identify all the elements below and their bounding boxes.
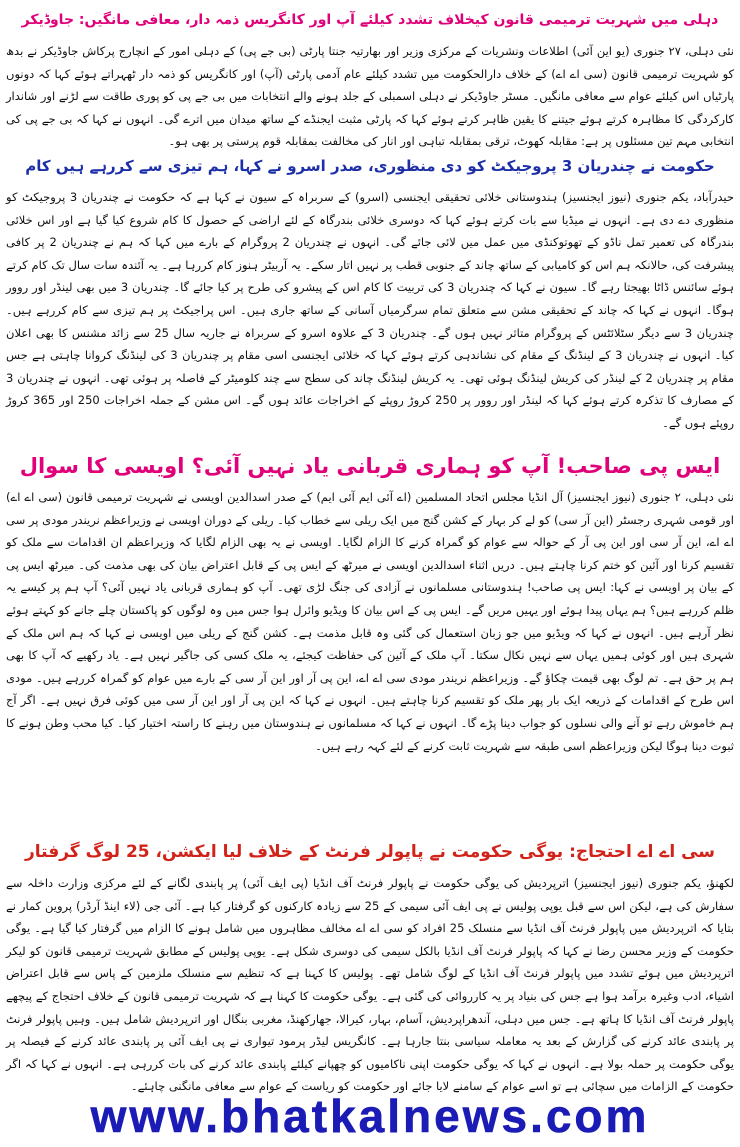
article-body-owaisi-question: نئی دہلی، ۲ جنوری (نیوز ایجنسیز) آل انڈیا مجلس اتحاد المسلمین (اے آئی ایم آئی ایم) کے صدر اسدالدین اویسی نے شہریت ترمیمی قانون (سی اے اے) اور قومی شہری رجسٹر (این آر سی) کو لے کر بہار کے کشن گنج میں ایک ریلی سے خطاب کیا۔ ریلی کے دوران اویسی نے وزیراعظم نریندر مودی پر سی اے اے، این آر سی اور این پی آر کے حوالہ سے عوام کو گمراہ کرنے کا الزام لگایا۔ اویسی نے یہ بھی الزام لگایا کہ وزیراعظم ان اقدامات سے ملک کو تقسیم کرنا اور آئین کو ختم کرنا چاہتے ہیں۔ دریں اثناء اسدالدین اویسی نے میرٹھ کے ایس پی کے قابل اعتراض بیان کی بھی مذمت کی۔ میرٹھ ایس پی کے بیان پر اویسی نے کہا: ایس پی صاحب! ہندوستانی مسلمانوں نے آزادی کی جنگ لڑی تھی۔ آپ کو ہماری قربانی یاد نہیں آئی؟ آپ ہم پر کیسے یہ ظلم کررہے ہیں؟ ہم یہاں پیدا ہوئے اور یہیں مریں گے۔ ایس پی کے اس بیان کا ویڈیو وائرل ہوا جس میں وہ لوگوں کو پاکستان چلے جانے کو کہتے ہوئے نظر آرہے ہیں۔ انہوں نے کہا کہ ویڈیو میں جو زبان استعمال کی گئی وہ قابل مذمت ہے۔ کشن گنج کے ریلی میں اویسی نے کہا کہ ہم اس ملک کے شہری ہیں اور کوئی ہمیں یہاں سے نہیں نکال سکتا۔ آپ ملک کے آئین کی حفاظت کیجئے، یہ ملک کسی کی جاگیر نہیں ہے۔ یاد رکھیے کہ آپ کا بھی ہم پر حق ہے۔ تم لوگ بھی قیمت چکاؤ گے۔ وزیراعظم نریندر مودی سی اے اے، این پی آر اور این آر سی کے بارے میں عوام کو گمراہ کررہے ہیں۔ مودی اس طرح کے اقدامات کے ذریعہ ایک بار پھر ملک کو تقسیم کرنا چاہتے ہیں۔ انہوں نے کہا کہ این پی آر اور این آر سی میں کوئی فرق نہیں ہے۔ اگر آج ہم خاموش رہے تو آنے والی نسلوں کو جواب دینا پڑے گا۔ انہوں نے کہا کہ مسلمانوں نے ہندوستان میں رہنے کا راستہ اختیار کیا۔ کیا محب وطن ہونے کا ثبوت دینا ہوگا لیکن وزیراعظم اسی طبقہ سے شہریت ثابت کرنے کے لئے کہہ رہے ہیں۔ — [6, 490, 735, 753]
bhatkalnews-watermark-logo — [30, 1089, 710, 1144]
article-body-chandrayaan-3: حیدرآباد، یکم جنوری (نیوز ایجنسیز) ہندوستانی خلائی تحقیقی ایجنسی (اسرو) کے سربراہ کے سیون نے کہا ہے کہ حکومت نے چندریان 3 پروجیکٹ کو منظوری دے دی ہے۔ انہوں نے میڈیا سے بات کرتے ہوئے کہا کہ دوسری خلائی بندرگاہ کے لئے اراضی کے حصول کا کام شروع کیا گیا ہے اور اس خلائی بندرگاہ کی تعمیر تمل ناڈو کے تھوتوکنڈی میں عمل میں لائی جائے گی۔ انہوں نے چندریان 2 پروگرام کے بارے میں کہا کہ ہم نے چندریان 2 پر کافی پیشرفت کی، حالانکہ ہم اس کو کامیابی کے ساتھ چاند کے جنوبی قطب پر نہیں اتار سکے۔ یہ آربیٹر ہنوز کام کررہا ہے۔ یہ آئندہ سات سال تک کام کرتے ہوئے سائنس ڈاٹا بھیجتا رہے گا۔ سیون نے کہا کہ چندریان 3 کی تربیت کا کام اس کے پیشرو کی طرح پر کیا جائے گا۔ چندریان 3 میں بھی لینڈر اور روور ہوگا۔ انہوں نے کہا کہ چاند کے تحقیقی مشن سے متعلق تمام سرگرمیاں آسانی کے ساتھ جاری ہیں۔ اس پراجیکٹ پر ہم تیزی سے کام کررہے ہیں۔ چندریان 3 سے دیگر سٹلائٹس کے پروگرام متاثر نہیں ہوں گے۔ چندریان 3 کے علاوہ اسرو کے سربراہ نے جاریہ سال 25 سے زائد مشنس کا بھی اعلان کیا۔ انہوں نے چندریان 3 کے لینڈنگ کے مقام کی نشاندہی کرتے ہوئے کہا کہ خلائی ایجنسی اسی مقام پر چندریان 3 کی لینڈنگ کروانا چاہتی ہے جس مقام پر چندریان 2 کے لینڈر کی کریش لینڈنگ ہوئی تھی۔ یہ کریش لینڈنگ چاند کی سطح سے چند کلومیٹر کے فاصلہ پر ہوئی تھی۔ انہوں نے چندریان 3 کے مصارف کا تذکرہ کرتے ہوئے کہا کہ لینڈر اور روور پر 250 کروڑ روپئے کے اخراجات عائد ہوں گے۔ اس مشن کے جملہ اخراجات 250 اور 365 کروڑ روپئے ہوں گے۔ — [6, 190, 735, 430]
headline-chandrayaan-3: حکومت نے چندریان 3 پروجیکٹ کو دی منظوری، صدر اسرو نے کہا، ہم تیزی سے کررہے ہیں کام — [25, 157, 715, 175]
footer-watermark-area — [0, 1090, 740, 1147]
svg-text:www.bhatkalnews.com: www.bhatkalnews.com — [90, 1089, 650, 1142]
article-body-delhi-caa-violence: نئی دہلی، ۲۷ جنوری (یو این آئی) اطلاعات ونشریات کے مرکزی وزیر اور بھارتیہ جنتا پارٹی (بی جے پی) کے دہلی امور کے انچارج پرکاش جاوڈیکر نے بدھ کو شہریت ترمیمی قانون (سی اے اے) کے خلاف دارالحکومت میں تشدد کیلئے عام آدمی پارٹی (آپ) اور کانگریس کو ذمہ دار ٹھہراتے ہوئے کہا کہ دونوں پارٹیاں اس کیلئے عوام سے معافی مانگیں۔ مسٹر جاوڈیکر نے دہلی اسمبلی کے جلد ہونے والے انتخابات میں بی جے پی کو پوری طاقت سے لڑنے اور شاندار کارکردگی کا مظاہرہ کرتے ہوئے جیتنے کا یقین ظاہر کرتے ہوئے کہا کہ پارٹی مثبت ایجنڈے کے ساتھ میدان میں اترے گی۔ انہوں نے کہا کہ بی جے پی کی انتخابی مہم تین مسئلوں پر ہے: مقابلہ کھوٹ، ترقی بمقابلہ تباہی اور انار کی مخالفت بمقابلہ قوم پرستی پر بھی ہو۔ — [6, 44, 735, 149]
news-story-delhi-caa-violence — [6, 0, 735, 149]
article-body-pfi-arrests: لکھنؤ، یکم جنوری (نیوز ایجنسیز) اترپردیش کی یوگی حکومت نے پاپولر فرنٹ آف انڈیا (پی ایف آئی) پر پابندی لگانے کے لئے مرکزی وزارت داخلہ سے سفارش کی ہے، لیکن اس سے قبل یوپی پولیس نے پی ایف آئی سیمی کے 25 سے زیادہ کارکنوں کو گرفتار کیا ہے۔ آئی جی (لاء اینڈ آرڈر) پروین کمار نے بتایا کہ اترپردیش میں پاپولر فرنٹ آف انڈیا سے منسلک 25 افراد کو سی اے اے مخالف مظاہروں میں شامل ہونے کا الزام میں گرفتار کیا گیا ہے۔ یوگی حکومت کے وزیر محسن رضا نے کہا کہ پاپولر فرنٹ آف انڈیا بالکل سیمی کی دوسری شکل ہے۔ یوپی پولیس کے مطابق شہریت ترمیمی قانون کو لیکر اترپردیش میں ہوئے تشدد میں پاپولر فرنٹ آف انڈیا کے لوگ شامل تھے۔ پولیس کا کہنا ہے کہ تنظیم سے منسلک ملزمین کے پاس سے قابل اعتراض اشیاء، ادب وغیرہ برآمد ہوا ہے جس کی بنیاد پر یہ کارروائی کی گئی ہے۔ یوگی حکومت کا کہنا ہے کہ شہریت ترمیمی قانون کے خلاف احتجاج کے پیچھے پاپولر فرنٹ آف انڈیا کا ہاتھ ہے۔ جس میں دہلی، آندھراپردیش، آسام، بہار، کیرالا، جھارکھنڈ، مغربی بنگال اور اترپردیش شامل ہیں۔ وہیں پاپولر فرنٹ پر پابندی عائد کرنے کی گزارش کے بعد یہ معاملہ سیاسی بنتا جارہا ہے۔ کانگریس لیڈر پرمود تیواری نے پی ایف آئی پر پابندی عائد کرنے کے فیصلہ پر یوگی حکومت پر حملہ بولا ہے۔ انہوں نے کہا کہ یوگی حکومت اپنی ناکامیوں کو چھپانے کیلئے پابندی عائد کرنے کی بات کررہی ہے۔ انہوں نے کہا کہ اگر حکومت کے الزامات میں سچائی ہے تو اسے عوام کے سامنے لایا جائے اور حکومت کو ریاست کے عوام سے معافی مانگنی چاہئے۔ — [6, 876, 734, 1094]
news-story-chandrayaan-3 — [6, 146, 734, 442]
headline-owaisi-question: ایس پی صاحب! آپ کو ہماری قربانی یاد نہیں آئی؟ اویسی کا سوال — [19, 454, 721, 478]
headline-pfi-arrests: سی اے اے احتجاج: یوگی حکومت نے پاپولر فرنٹ کے خلاف لیا ایکشن، 25 لوگ گرفتار — [24, 842, 716, 862]
news-story-pfi-arrests — [6, 832, 734, 1094]
news-story-owaisi-question — [6, 446, 734, 832]
headline-delhi-caa-violence: دہلی میں شہریت ترمیمی قانون کیخلاف تشدد کیلئے آپ اور کانگریس ذمہ دار، معافی مانگیں: جاوڈیکر — [21, 12, 719, 28]
